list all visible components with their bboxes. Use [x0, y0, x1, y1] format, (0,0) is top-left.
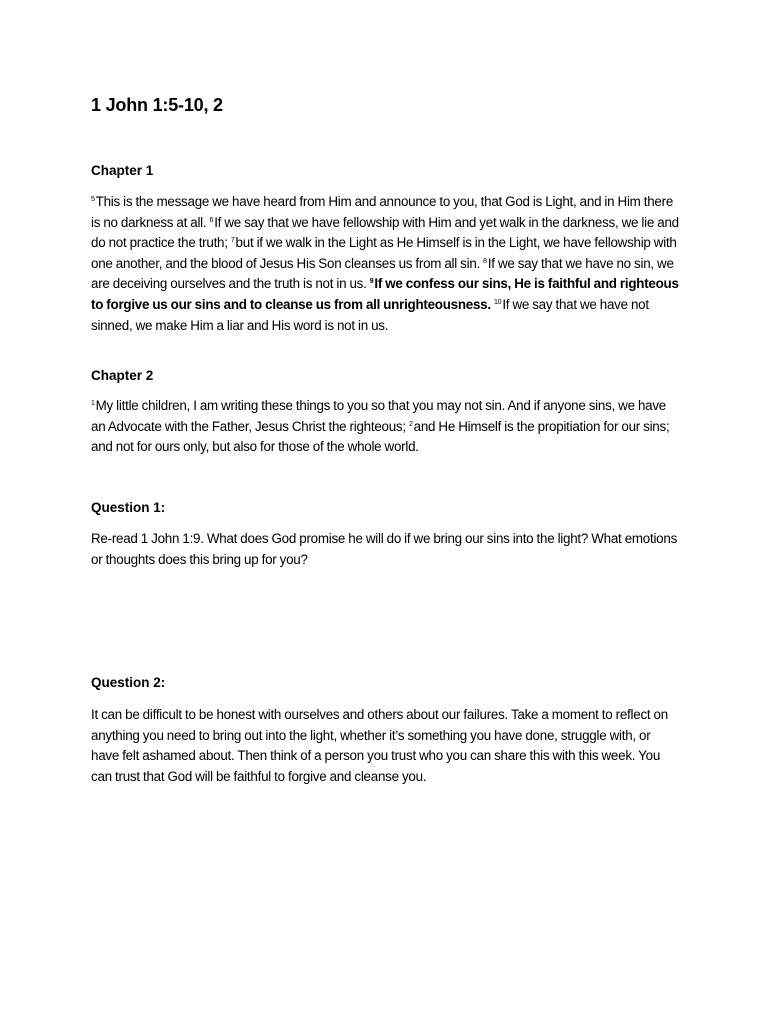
question-2-text: It can be difficult to be honest with ourselves and others about our failures. Take a moment to reflect on anything you need to bring out into the light, whether it’s something you have done, struggle with, or have felt ashamed about. Then think of a person you trust who you can share this with this week. You can trust that God will be faithful to forgive and cleanse you.	[91, 707, 668, 784]
verse-text: If we say that we have no sin, we are deceiving ourselves and the truth is not in us.	[91, 255, 674, 292]
verse-number: 1	[91, 400, 95, 407]
chapter-1-heading: Chapter 1	[91, 163, 154, 178]
verse-text: but if we walk in the Light as He Himself is in the Light, we have fellowship with one another, and the blood of Jesus His Son cleanses us from all sin.	[91, 235, 677, 271]
verse-number: 6	[209, 216, 214, 224]
question-1-heading: Question 1:	[91, 500, 166, 515]
chapter-2-heading: Chapter 2	[91, 368, 154, 383]
question-2-heading: Question 2:	[91, 675, 166, 690]
verse-text-bold: If we confess our sins, He is faithful and righteous to forgive us our sins and to cleanse us from all unrighteousness.	[91, 276, 679, 312]
question-1-text: Re-read 1 John 1:9. What does God promise he will do if we bring our sins into the light? What emotions or thoughts does this bring up for you?	[91, 531, 678, 567]
verse-number: 2	[409, 420, 413, 428]
verse-text: If we say that we have not sinned, we make Him a liar and His word is not in us.	[91, 296, 649, 333]
verse-number: 7	[230, 237, 235, 245]
verse-text: If we say that we have fellowship with Him and yet walk in the darkness, we lie and do not practice the truth;	[91, 214, 679, 251]
verse-number: 9	[369, 278, 374, 286]
verse-number: 8	[483, 257, 487, 265]
verse-text: and He Himself is the propitiation for our sins; and not for ours only, but also for those of the whole world.	[91, 418, 670, 455]
chapter-2-text	[91, 396, 681, 458]
verse-number: 10	[494, 298, 502, 306]
verse-number: 5	[91, 196, 95, 203]
verse-text: This is the message we have heard from Him and announce to you, that God is Light, and in Him there is no darkness at all.	[91, 194, 674, 230]
chapter-1-text	[91, 192, 681, 336]
page-title: 1 John 1:5-10, 2	[91, 95, 223, 115]
verse-text: My little children, I am writing these things to you so that you may not sin. And if anyone sins, we have an Advocate with the Father, Jesus Christ the righteous;	[91, 398, 666, 434]
